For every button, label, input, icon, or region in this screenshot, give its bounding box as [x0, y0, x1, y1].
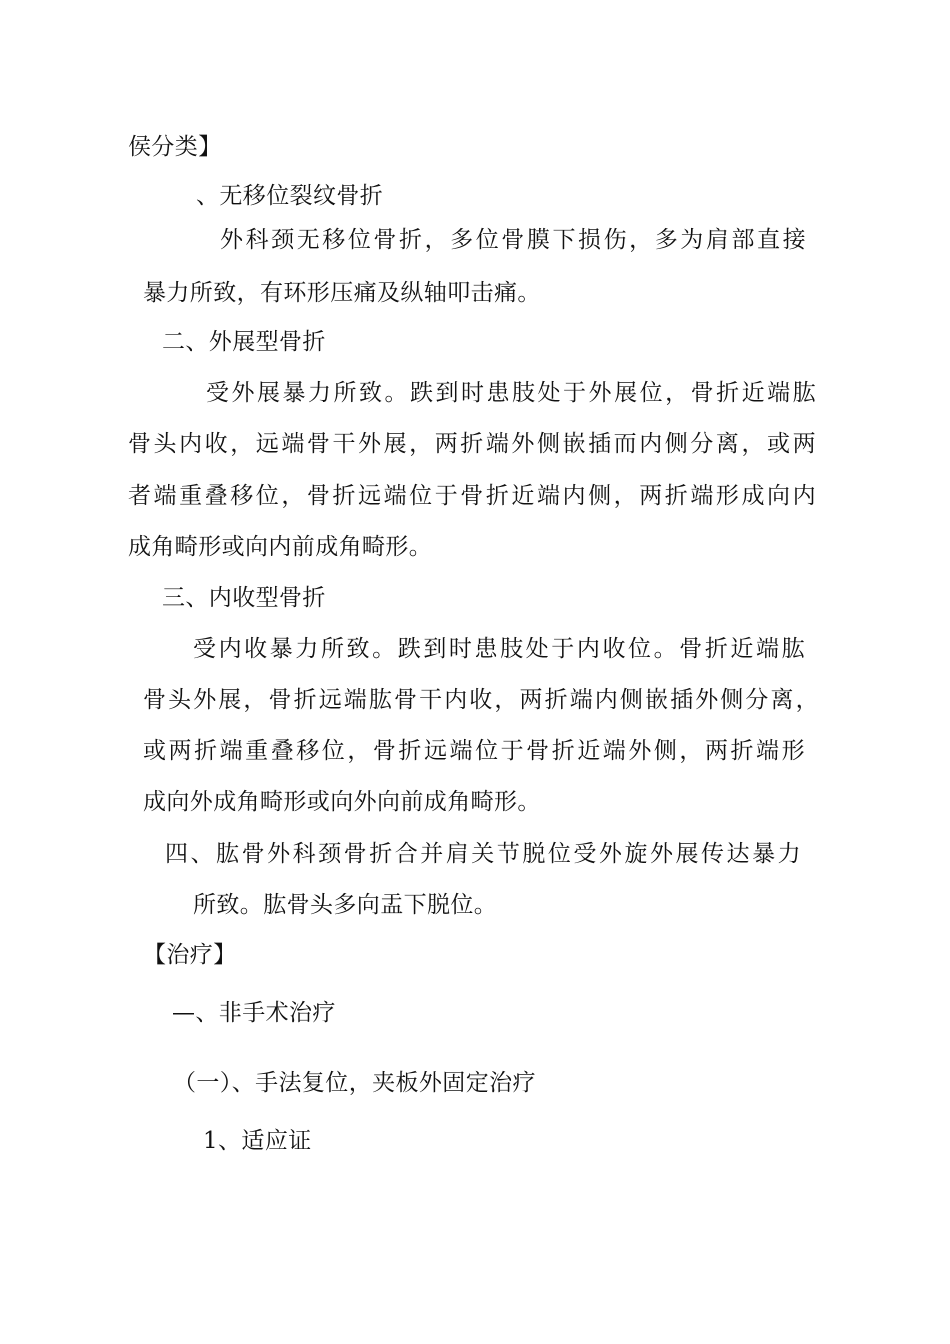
paragraph-line: 者端重叠移位，骨折远端位于骨折近端内侧，两折端形成向内 [128, 483, 816, 509]
subheading-indications: 1、适应证 [203, 1128, 312, 1154]
paragraph-line: 骨头内收，远端骨干外展，两折端外侧嵌插而内侧分离，或两 [128, 431, 816, 457]
paragraph-line: 受外展暴力所致。跌到时患肢处于外展位，骨折近端肱 [206, 380, 816, 406]
subheading-abduction-fracture: 二、外展型骨折 [162, 329, 326, 355]
subheading-adduction-fracture: 三、内收型骨折 [162, 585, 326, 611]
paragraph-line: 成向外成角畸形或向外向前成角畸形。 [143, 789, 541, 815]
paragraph-line: 外科颈无移位骨折，多位骨膜下损伤，多为肩部直接 [220, 227, 806, 253]
paragraph-line: 暴力所致，有环形压痛及纵轴叩击痛。 [143, 280, 541, 306]
section-heading-classification: 侯分类】 [128, 134, 222, 160]
subheading-fracture-with-dislocation: 四、肱骨外科颈骨折合并肩关节脱位受外旋外展传达暴力 [165, 841, 801, 867]
subheading-non-displaced-fracture: 、无移位裂纹骨折 [196, 183, 384, 209]
paragraph-line: 所致。肱骨头多向盂下脱位。 [193, 892, 498, 918]
subheading-non-surgical-treatment: —、非手术治疗 [172, 1000, 336, 1026]
section-heading-treatment: 【治疗】 [143, 942, 237, 968]
paragraph-line: 骨头外展，骨折远端肱骨干内收，两折端内侧嵌插外侧分离， [143, 687, 819, 713]
paragraph-line: 或两折端重叠移位，骨折远端位于骨折近端外侧，两折端形 [143, 738, 805, 764]
paragraph-line: 成角畸形或向内前成角畸形。 [128, 534, 433, 560]
paragraph-line: 受内收暴力所致。跌到时患肢处于内收位。骨折近端肱 [193, 636, 805, 662]
subheading-manual-reduction: （一）、手法复位，夹板外固定治疗 [173, 1070, 536, 1096]
